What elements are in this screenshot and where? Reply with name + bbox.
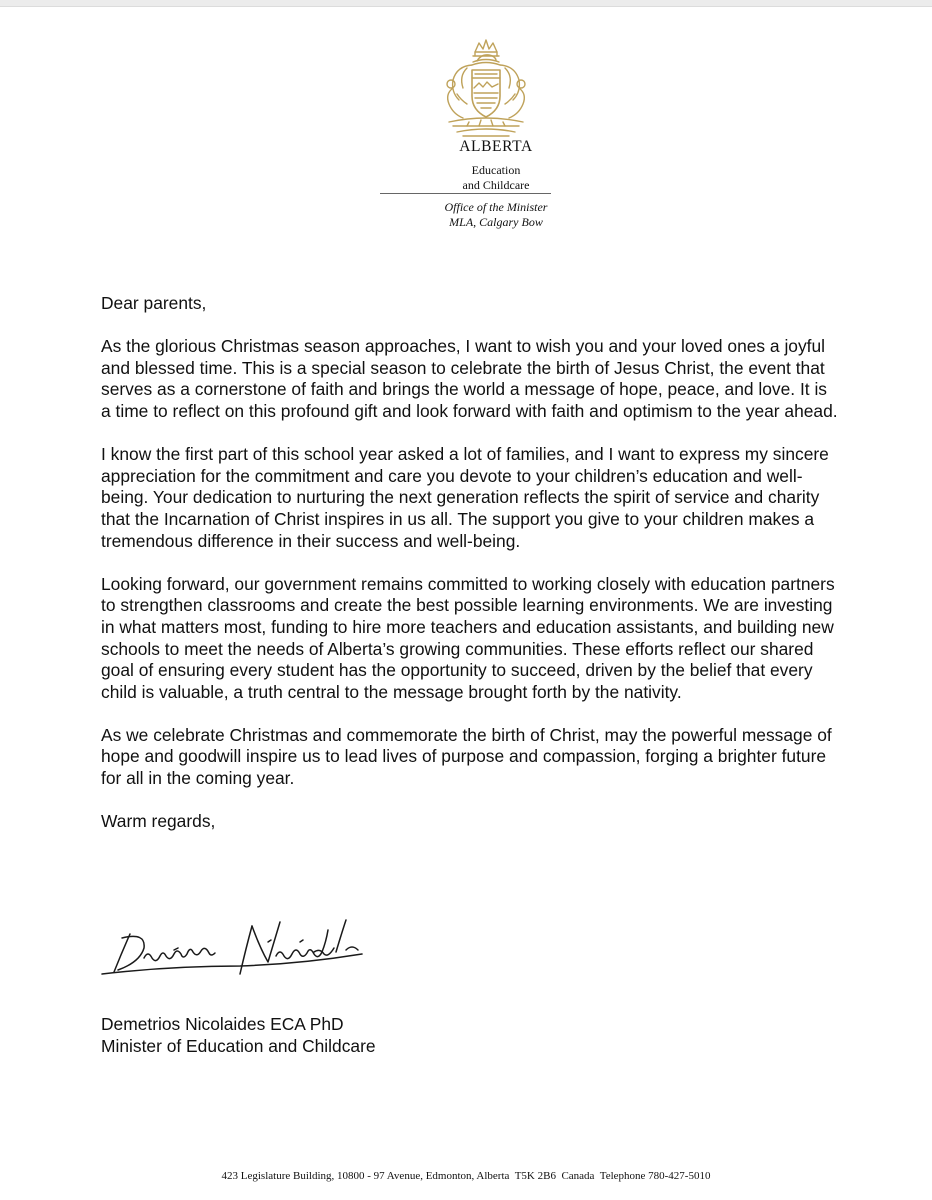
signer-block	[101, 1014, 601, 1057]
org-name: ALBERTA	[459, 138, 533, 155]
letterhead-divider	[380, 193, 551, 194]
coat-of-arms-icon	[423, 38, 549, 140]
paragraph-4: As we celebrate Christmas and commemorate the birth of Christ, may the powerful message of hope and goodwill inspire us to lead lives of purpose and compassion, forging a brighter future for all in the coming year.	[101, 724, 832, 789]
signature-icon	[100, 912, 372, 996]
office-line-2: MLA, Calgary Bow	[449, 215, 543, 229]
paragraph-2: I know the first part of this school year asked a lot of families, and I want to express my sincere appreciation for the commitment and care you devote to your children’s education and well-being. Your dedication to nurturing the next generation reflects the spirit of service and charity that the Incarnation of Christ inspires in us all. The support you give to your children makes a tremendous difference in their success and well-being.	[101, 444, 829, 551]
department-line-1: Education	[471, 163, 521, 177]
salutation: Dear parents,	[101, 293, 207, 313]
letter-body	[101, 293, 841, 854]
signer-name: Demetrios Nicolaides ECA PhD	[101, 1014, 344, 1034]
office-block	[380, 200, 612, 230]
office-line-1: Office of the Minister	[444, 200, 548, 214]
department-line-2: and Childcare	[462, 178, 530, 192]
paragraph-3: Looking forward, our government remains committed to working closely with education partners to strengthen classrooms and create the best possible learning environments. We are investing in what matters most, funding to hire more teachers and education assistants, and building new schools to meet the needs of Alberta’s growing communities. These efforts reflect our shared goal of ensuring every student has the opportunity to succeed, driven by the belief that every child is valuable, a truth central to the message brought forth by the nativity.	[101, 573, 835, 702]
closing: Warm regards,	[101, 811, 216, 832]
paragraph-1: As the glorious Christmas season approaches, I want to wish you and your loved ones a joyful and blessed time. This is a special season to celebrate the birth of Jesus Christ, the event that serves as a cornerstone of faith and brings the world a message of hope, peace, and love. It is a time to reflect on this profound gift and look forward with faith and optimism to the year ahead.	[101, 336, 838, 421]
department-name	[380, 163, 612, 193]
footer-address: 423 Legislature Building, 10800 - 97 Avenue, Edmonton, Alberta T5K 2B6 Canada Telephone 780-427-5010	[221, 1170, 711, 1182]
page-top-edge	[0, 0, 932, 7]
signer-title: Minister of Education and Childcare	[101, 1035, 376, 1056]
